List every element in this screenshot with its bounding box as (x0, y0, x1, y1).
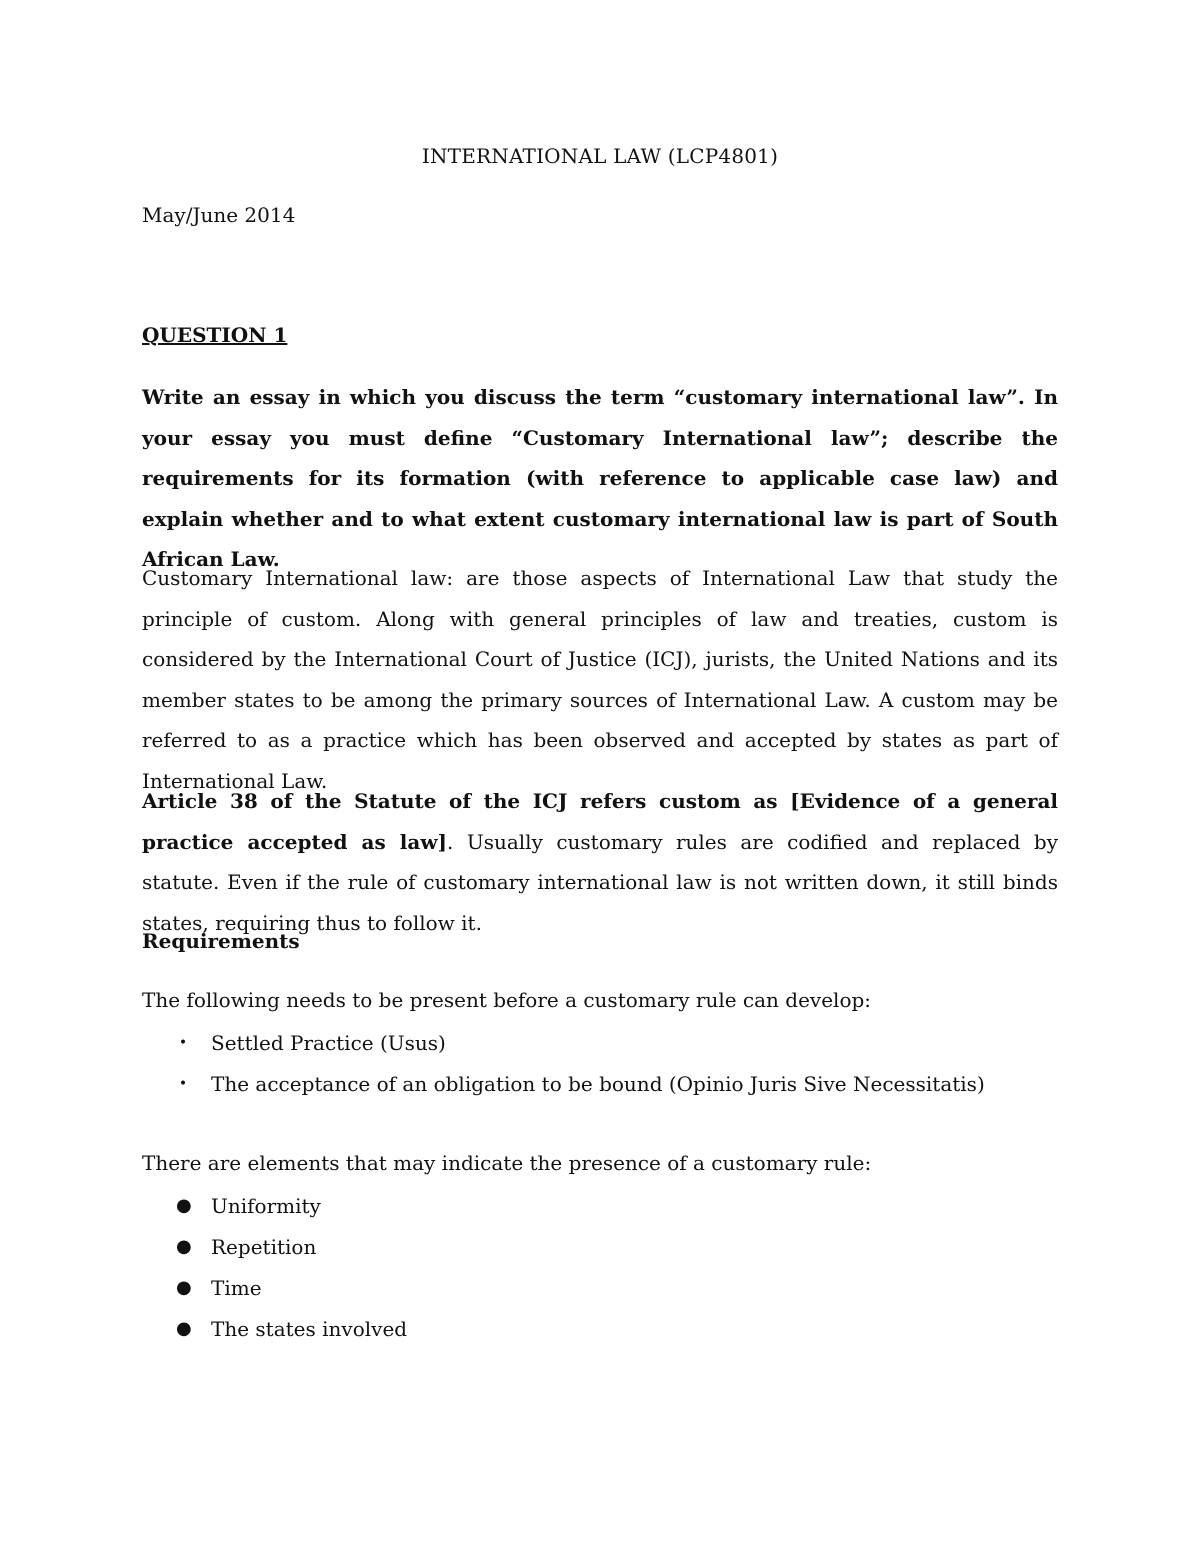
article-38-text: . Usually customary rules are codified and replaced by statute. Even if the rule of customary international law is not written down, it still binds states, requiring thus to follow it. (142, 829, 1058, 935)
list-item (142, 1273, 407, 1314)
element-text: Time (211, 1276, 262, 1300)
question-prompt: Write an essay in which you discuss the term “customary international law”. In your essay you must define “Customary International law”; describe the requirements for its formation (with reference to applicable case law) and explain whether and to what extent customary international law is part of South African Law. (142, 385, 1058, 571)
elements-intro: There are elements that may indicate the presence of a customary rule: (142, 1151, 872, 1175)
bullet-icon: • (178, 1076, 188, 1092)
article-38-bold-text: Article 38 of the Statute of the ICJ refers custom as [Evidence of a general practice accepted as law] (142, 789, 1058, 854)
question-heading: QUESTION 1 (142, 323, 288, 347)
element-text: Uniformity (211, 1194, 321, 1218)
element-text: Repetition (211, 1235, 317, 1259)
list-item (142, 1069, 985, 1110)
requirement-text: Settled Practice (Usus) (211, 1031, 446, 1055)
bullet-icon: ● (176, 1318, 192, 1339)
element-text: The states involved (211, 1317, 408, 1341)
requirement-text: The acceptance of an obligation to be bound (Opinio Juris Sive Necessitatis) (211, 1072, 985, 1096)
bullet-icon: ● (176, 1277, 192, 1298)
definition-paragraph: Customary International law: are those aspects of International Law that study the principle of custom. Along with general principles of law and treaties, custom is considered by the International Court of Justice (ICJ), jurists, the United Nations and its member states to be among the primary sources of International Law. A custom may be referred to as a practice which has been observed and accepted by states as part of International Law. (142, 566, 1058, 793)
document-title: INTERNATIONAL LAW (LCP4801) (421, 144, 779, 168)
requirements-intro: The following needs to be present before a customary rule can develop: (142, 988, 872, 1012)
bullet-icon: • (178, 1035, 188, 1051)
list-item (142, 1028, 985, 1069)
requirements-heading: Requirements (142, 929, 300, 953)
article-38-paragraph (142, 781, 1058, 943)
bullet-icon: ● (176, 1236, 192, 1257)
bullet-icon: ● (176, 1195, 192, 1216)
list-item (142, 1232, 407, 1273)
list-item (142, 1314, 407, 1355)
requirements-list (142, 1028, 985, 1110)
elements-list (142, 1191, 407, 1355)
exam-date: May/June 2014 (142, 203, 296, 227)
list-item (142, 1191, 407, 1232)
